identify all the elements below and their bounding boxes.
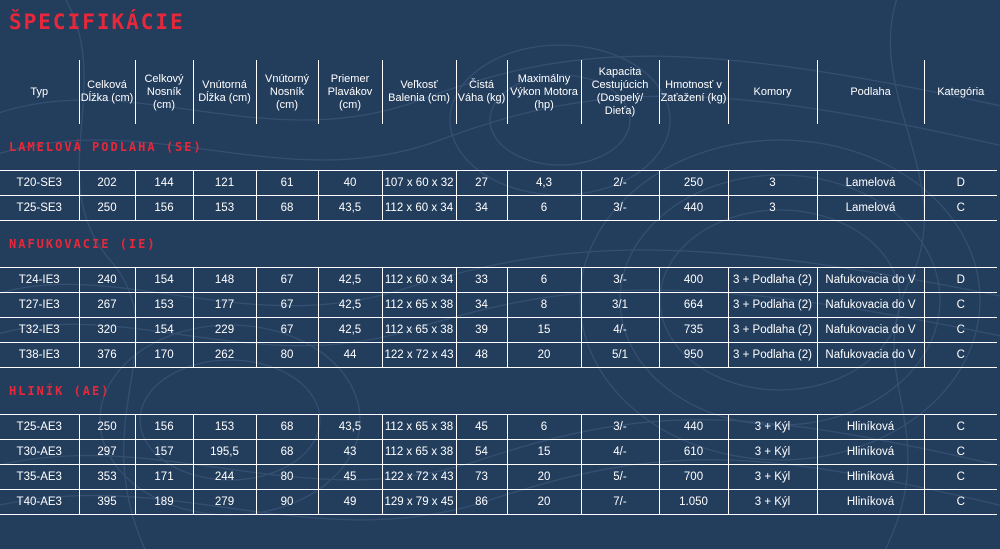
col-header-capacity: Kapacita Cestujúcich (Dospelý/ Dieťa) xyxy=(581,60,659,124)
cell-inner-beam: 90 xyxy=(256,490,318,515)
cell-capacity: 3/- xyxy=(581,196,659,221)
cell-load-weight: 950 xyxy=(659,343,728,368)
col-header-chambers: Komory xyxy=(728,60,817,124)
cell-type: T32-IE3 xyxy=(0,318,79,343)
col-header-net-weight: Čistá Váha (kg) xyxy=(456,60,507,124)
cell-total-beam: 170 xyxy=(135,343,193,368)
cell-chambers: 3 + Podlaha (2) xyxy=(728,268,817,293)
specifications-table xyxy=(0,60,997,515)
cell-net-weight: 34 xyxy=(456,196,507,221)
cell-floor: Hliníková xyxy=(817,490,924,515)
cell-package-size: 107 x 60 x 32 xyxy=(382,171,456,196)
table-row xyxy=(0,293,997,318)
cell-tube-diameter: 43,5 xyxy=(318,196,382,221)
cell-load-weight: 664 xyxy=(659,293,728,318)
cell-capacity: 3/1 xyxy=(581,293,659,318)
cell-total-length: 250 xyxy=(79,415,135,440)
table-row xyxy=(0,440,997,465)
cell-capacity: 5/- xyxy=(581,465,659,490)
cell-inner-length: 195,5 xyxy=(193,440,256,465)
section-row xyxy=(0,221,997,268)
header-row xyxy=(0,60,997,124)
cell-capacity: 3/- xyxy=(581,268,659,293)
cell-type: T25-AE3 xyxy=(0,415,79,440)
cell-tube-diameter: 43,5 xyxy=(318,415,382,440)
cell-inner-beam: 68 xyxy=(256,440,318,465)
cell-floor: Lamelová xyxy=(817,171,924,196)
cell-floor: Nafukovacia do V xyxy=(817,293,924,318)
cell-chambers: 3 + Podlaha (2) xyxy=(728,318,817,343)
cell-inner-beam: 80 xyxy=(256,465,318,490)
cell-load-weight: 250 xyxy=(659,171,728,196)
cell-category: C xyxy=(924,343,997,368)
section-heading: HLINÍK (AE) xyxy=(9,384,111,398)
cell-inner-length: 121 xyxy=(193,171,256,196)
cell-category: C xyxy=(924,465,997,490)
cell-package-size: 112 x 65 x 38 xyxy=(382,318,456,343)
cell-inner-length: 244 xyxy=(193,465,256,490)
cell-load-weight: 700 xyxy=(659,465,728,490)
cell-type: T25-SE3 xyxy=(0,196,79,221)
cell-type: T40-AE3 xyxy=(0,490,79,515)
cell-inner-length: 153 xyxy=(193,415,256,440)
cell-tube-diameter: 42,5 xyxy=(318,268,382,293)
cell-inner-beam: 67 xyxy=(256,293,318,318)
cell-floor: Hliníková xyxy=(817,440,924,465)
col-header-tube-diameter: Priemer Plavákov (cm) xyxy=(318,60,382,124)
col-header-load-weight: Hmotnosť v Zaťažení (kg) xyxy=(659,60,728,124)
cell-max-power: 20 xyxy=(507,343,581,368)
table-row xyxy=(0,343,997,368)
cell-package-size: 122 x 72 x 43 xyxy=(382,343,456,368)
cell-chambers: 3 + Kýl xyxy=(728,490,817,515)
cell-tube-diameter: 43 xyxy=(318,440,382,465)
cell-package-size: 112 x 65 x 38 xyxy=(382,415,456,440)
cell-max-power: 15 xyxy=(507,318,581,343)
cell-type: T35-AE3 xyxy=(0,465,79,490)
cell-tube-diameter: 49 xyxy=(318,490,382,515)
cell-inner-beam: 80 xyxy=(256,343,318,368)
table-row xyxy=(0,318,997,343)
cell-total-length: 353 xyxy=(79,465,135,490)
section-row xyxy=(0,124,997,171)
cell-inner-beam: 68 xyxy=(256,196,318,221)
col-header-type: Typ xyxy=(30,85,49,98)
cell-total-beam: 144 xyxy=(135,171,193,196)
cell-net-weight: 48 xyxy=(456,343,507,368)
cell-type: T27-IE3 xyxy=(0,293,79,318)
cell-total-beam: 157 xyxy=(135,440,193,465)
cell-category: C xyxy=(924,415,997,440)
cell-total-length: 202 xyxy=(79,171,135,196)
cell-inner-length: 153 xyxy=(193,196,256,221)
cell-load-weight: 440 xyxy=(659,415,728,440)
cell-tube-diameter: 45 xyxy=(318,465,382,490)
cell-chambers: 3 + Kýl xyxy=(728,415,817,440)
cell-total-length: 250 xyxy=(79,196,135,221)
cell-floor: Nafukovacia do V xyxy=(817,343,924,368)
cell-max-power: 6 xyxy=(507,196,581,221)
cell-category: D xyxy=(924,268,997,293)
cell-category: D xyxy=(924,171,997,196)
col-header-max-power: Maximálny Výkon Motora (hp) xyxy=(507,60,581,124)
cell-floor: Lamelová xyxy=(817,196,924,221)
cell-net-weight: 45 xyxy=(456,415,507,440)
cell-category: C xyxy=(924,490,997,515)
cell-category: C xyxy=(924,196,997,221)
cell-total-beam: 154 xyxy=(135,318,193,343)
table-row xyxy=(0,465,997,490)
cell-inner-beam: 67 xyxy=(256,318,318,343)
cell-load-weight: 1.050 xyxy=(659,490,728,515)
cell-category: C xyxy=(924,440,997,465)
cell-capacity: 3/- xyxy=(581,415,659,440)
cell-package-size: 112 x 60 x 34 xyxy=(382,196,456,221)
col-header-total-length: Celková Dĺžka (cm) xyxy=(79,60,135,124)
cell-chambers: 3 + Podlaha (2) xyxy=(728,293,817,318)
cell-capacity: 4/- xyxy=(581,318,659,343)
cell-type: T20-SE3 xyxy=(0,171,79,196)
table-row xyxy=(0,171,997,196)
cell-total-length: 240 xyxy=(79,268,135,293)
cell-capacity: 2/- xyxy=(581,171,659,196)
cell-total-beam: 156 xyxy=(135,196,193,221)
cell-chambers: 3 + Kýl xyxy=(728,440,817,465)
cell-type: T30-AE3 xyxy=(0,440,79,465)
cell-tube-diameter: 42,5 xyxy=(318,293,382,318)
cell-floor: Nafukovacia do V xyxy=(817,268,924,293)
col-header-category: Kategória xyxy=(924,60,997,124)
table-row xyxy=(0,196,997,221)
cell-package-size: 112 x 60 x 34 xyxy=(382,268,456,293)
cell-inner-length: 262 xyxy=(193,343,256,368)
cell-category: C xyxy=(924,293,997,318)
cell-floor: Nafukovacia do V xyxy=(817,318,924,343)
col-header-inner-beam: Vnútorný Nosník (cm) xyxy=(256,60,318,124)
cell-max-power: 20 xyxy=(507,465,581,490)
cell-floor: Hliníková xyxy=(817,465,924,490)
cell-net-weight: 86 xyxy=(456,490,507,515)
cell-total-beam: 171 xyxy=(135,465,193,490)
cell-net-weight: 73 xyxy=(456,465,507,490)
cell-load-weight: 400 xyxy=(659,268,728,293)
cell-package-size: 112 x 65 x 38 xyxy=(382,440,456,465)
cell-capacity: 4/- xyxy=(581,440,659,465)
section-heading: NAFUKOVACIE (IE) xyxy=(9,237,157,251)
cell-total-beam: 189 xyxy=(135,490,193,515)
cell-capacity: 5/1 xyxy=(581,343,659,368)
cell-tube-diameter: 44 xyxy=(318,343,382,368)
cell-max-power: 20 xyxy=(507,490,581,515)
cell-chambers: 3 xyxy=(728,171,817,196)
cell-net-weight: 39 xyxy=(456,318,507,343)
cell-capacity: 7/- xyxy=(581,490,659,515)
cell-chambers: 3 xyxy=(728,196,817,221)
cell-total-length: 395 xyxy=(79,490,135,515)
cell-inner-beam: 68 xyxy=(256,415,318,440)
table-row xyxy=(0,490,997,515)
cell-total-beam: 156 xyxy=(135,415,193,440)
cell-max-power: 4,3 xyxy=(507,171,581,196)
cell-package-size: 129 x 79 x 45 xyxy=(382,490,456,515)
cell-package-size: 122 x 72 x 43 xyxy=(382,465,456,490)
table-row xyxy=(0,268,997,293)
cell-chambers: 3 + Kýl xyxy=(728,465,817,490)
cell-category: C xyxy=(924,318,997,343)
cell-inner-length: 177 xyxy=(193,293,256,318)
cell-inner-length: 279 xyxy=(193,490,256,515)
cell-net-weight: 33 xyxy=(456,268,507,293)
cell-max-power: 15 xyxy=(507,440,581,465)
cell-total-beam: 154 xyxy=(135,268,193,293)
cell-load-weight: 735 xyxy=(659,318,728,343)
cell-load-weight: 440 xyxy=(659,196,728,221)
table-row xyxy=(0,415,997,440)
cell-inner-length: 148 xyxy=(193,268,256,293)
cell-net-weight: 27 xyxy=(456,171,507,196)
cell-total-length: 320 xyxy=(79,318,135,343)
cell-inner-length: 229 xyxy=(193,318,256,343)
cell-load-weight: 610 xyxy=(659,440,728,465)
cell-total-length: 267 xyxy=(79,293,135,318)
cell-floor: Hliníková xyxy=(817,415,924,440)
cell-tube-diameter: 40 xyxy=(318,171,382,196)
cell-total-length: 297 xyxy=(79,440,135,465)
cell-tube-diameter: 42,5 xyxy=(318,318,382,343)
col-header-total-beam: Celkový Nosník (cm) xyxy=(135,60,193,124)
cell-net-weight: 34 xyxy=(456,293,507,318)
cell-chambers: 3 + Podlaha (2) xyxy=(728,343,817,368)
cell-type: T38-IE3 xyxy=(0,343,79,368)
section-heading: LAMELOVÁ PODLAHA (SE) xyxy=(9,140,203,154)
cell-total-beam: 153 xyxy=(135,293,193,318)
cell-inner-beam: 67 xyxy=(256,268,318,293)
col-header-floor: Podlaha xyxy=(817,60,924,124)
col-header-inner-length: Vnútorná Dĺžka (cm) xyxy=(193,60,256,124)
col-header-package-size: Veľkosť Balenia (cm) xyxy=(382,60,456,124)
cell-max-power: 6 xyxy=(507,415,581,440)
cell-max-power: 6 xyxy=(507,268,581,293)
page-title: ŠPECIFIKÁCIE xyxy=(9,10,185,34)
cell-inner-beam: 61 xyxy=(256,171,318,196)
cell-net-weight: 54 xyxy=(456,440,507,465)
section-row xyxy=(0,368,997,415)
cell-package-size: 112 x 65 x 38 xyxy=(382,293,456,318)
cell-max-power: 8 xyxy=(507,293,581,318)
cell-type: T24-IE3 xyxy=(0,268,79,293)
cell-total-length: 376 xyxy=(79,343,135,368)
